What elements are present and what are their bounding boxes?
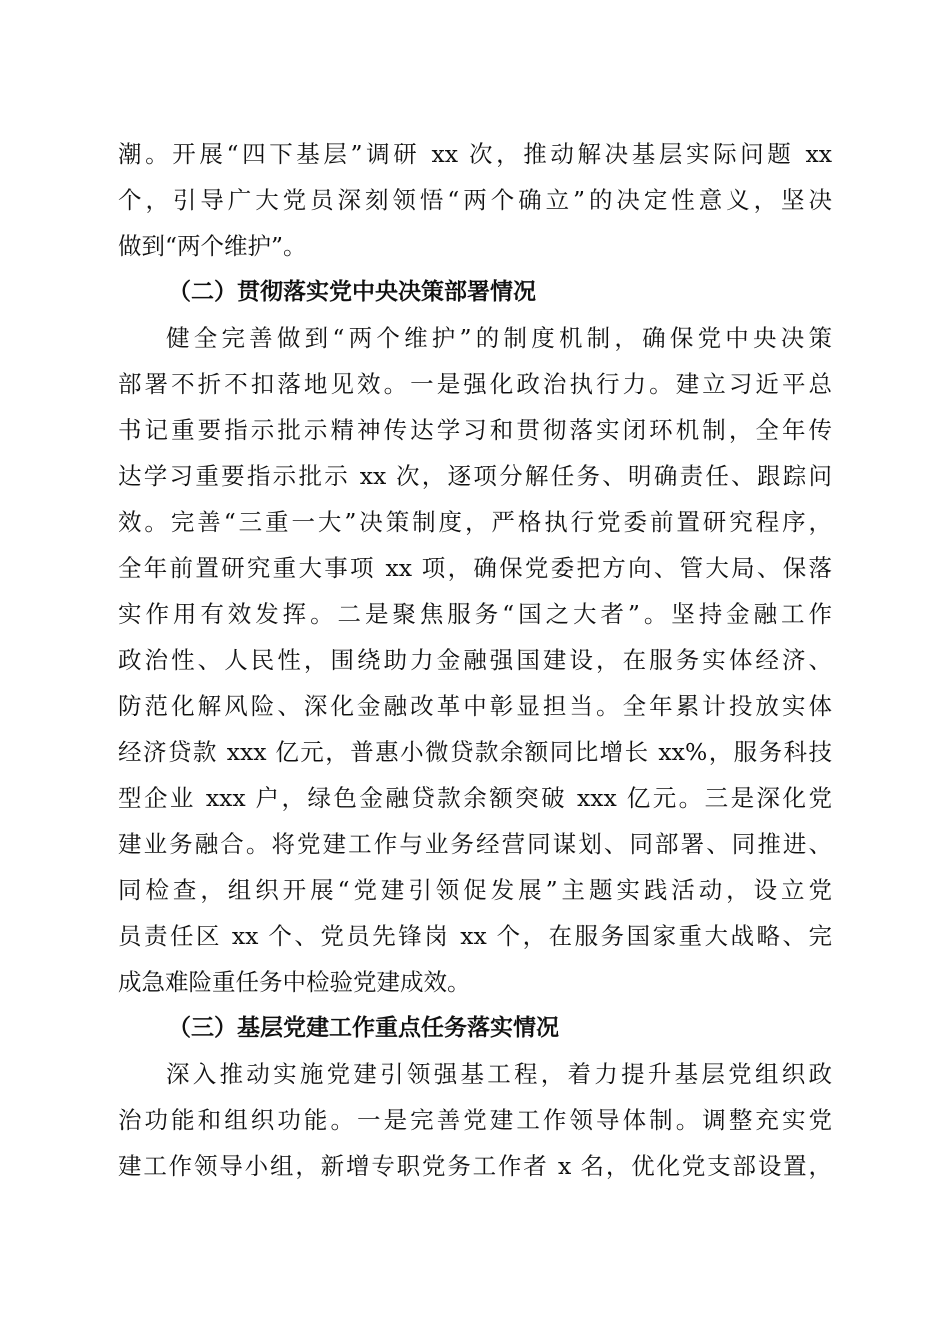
text-line: 效。完善“三重一大”决策制度，严格执行党委前置研究程序， bbox=[118, 508, 832, 536]
text-line: 成急难险重任务中检验党建成效。 bbox=[118, 968, 471, 996]
text-line: 型企业 xxx 户，绿色金融贷款余额突破 xxx 亿元。三是深化党 bbox=[118, 784, 832, 812]
document-body bbox=[118, 131, 832, 1189]
paragraph bbox=[118, 315, 832, 1005]
text-line: 治功能和组织功能。一是完善党建工作领导体制。调整充实党 bbox=[118, 1106, 832, 1134]
text-line: 全年前置研究重大事项 xx 项，确保党委把方向、管大局、保落 bbox=[118, 554, 832, 582]
text-line: 做到“两个维护”。 bbox=[118, 232, 307, 260]
text-line: 建工作领导小组，新增专职党务工作者 x 名，优化党支部设置， bbox=[118, 1152, 832, 1180]
text-line: 政治性、人民性，围绕助力金融强国建设，在服务实体经济、 bbox=[118, 646, 832, 674]
text-line: 达学习重要指示批示 xx 次，逐项分解任务、明确责任、跟踪问 bbox=[118, 462, 832, 490]
text-line: 深入推动实施党建引领强基工程，着力提升基层党组织政 bbox=[166, 1060, 832, 1088]
text-line: 经济贷款 xxx 亿元，普惠小微贷款余额同比增长 xx%，服务科技 bbox=[118, 738, 832, 766]
text-line: 书记重要指示批示精神传达学习和贯彻落实闭环机制，全年传 bbox=[118, 416, 832, 444]
section-heading-2: （二）贯彻落实党中央决策部署情况 bbox=[168, 279, 536, 305]
text-line: 部署不折不扣落地见效。一是强化政治执行力。建立习近平总 bbox=[118, 370, 832, 398]
section-heading-3: （三）基层党建工作重点任务落实情况 bbox=[168, 1015, 559, 1041]
text-line: 实作用有效发挥。二是聚焦服务“国之大者”。坚持金融工作 bbox=[118, 600, 832, 628]
text-line: 个，引导广大党员深刻领悟“两个确立”的决定性意义，坚决 bbox=[118, 186, 832, 214]
text-line: 员责任区 xx 个、党员先锋岗 xx 个，在服务国家重大战略、完 bbox=[118, 922, 832, 950]
text-line: 潮。开展“四下基层”调研 xx 次，推动解决基层实际问题 xx bbox=[118, 140, 832, 168]
paragraph-continued bbox=[118, 131, 832, 269]
text-line: 建业务融合。将党建工作与业务经营同谋划、同部署、同推进、 bbox=[118, 830, 832, 858]
text-line: 防范化解风险、深化金融改革中彰显担当。全年累计投放实体 bbox=[118, 692, 832, 720]
text-line: 同检查，组织开展“党建引领促发展”主题实践活动，设立党 bbox=[118, 876, 832, 904]
paragraph bbox=[118, 1051, 832, 1189]
text-line: 健全完善做到“两个维护”的制度机制，确保党中央决策 bbox=[166, 324, 832, 352]
